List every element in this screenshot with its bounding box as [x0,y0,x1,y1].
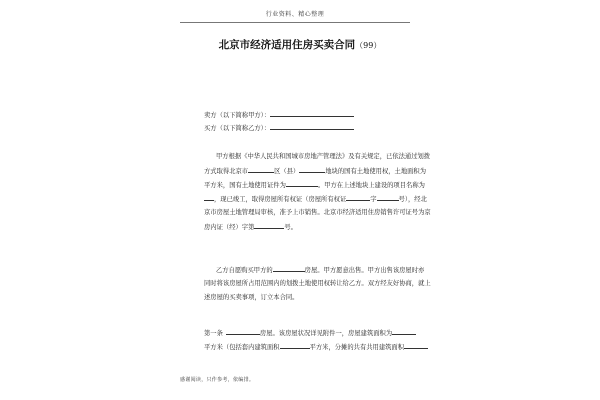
p1-line5 [204,208,431,217]
buyer-label: 买方（以下简称乙方）： [204,125,271,132]
p2-line3 [204,293,298,302]
plot-field[interactable] [299,166,325,173]
article1-line1 [204,328,416,338]
buyer-line [204,123,354,133]
p1-line6 [204,222,297,232]
p1-line4-text-a: ，现已竣工，取得房屋所有权证 [214,196,303,203]
p1-line6-text-b: 号。 [284,224,297,231]
p1-line4-text-b: （房屋所有权证 [302,196,347,203]
p1-line2-text-c: 地块的国有土地使用权，土地面积为 [325,168,427,175]
p2-line3-text: 述房屋的买卖事项，订立本合同。 [204,294,299,301]
ownership-cert-number-field[interactable] [377,194,399,201]
header-rule [180,22,410,23]
footer-note: 感谢阅读，只作参考，依编排。 [180,377,255,383]
p1-line6-text-a: 房内证（经）字第 [204,224,255,231]
p2-line1 [216,265,424,275]
district-field[interactable] [248,166,274,173]
p1-line2-text-b: 区（县） [274,168,300,175]
sales-license-number-field[interactable] [254,222,284,229]
buyer-name-field[interactable] [270,123,354,130]
inner-area-field[interactable] [280,342,310,349]
p1-line4-text-d: 号），经北 [398,196,427,203]
p2-line2 [204,279,431,288]
seller-name-field[interactable] [270,110,354,117]
p1-line2 [204,166,426,176]
land-certificate-field[interactable] [286,180,318,187]
project-name-field[interactable] [204,194,214,201]
title-main: 北京市经济适用住房买卖合同 [218,39,356,51]
p1-line4 [204,194,427,204]
p1-line1 [216,152,430,161]
shared-area-field[interactable] [404,342,428,349]
ownership-cert-prefix-field[interactable] [346,194,370,201]
seller-line [204,110,354,120]
building-area-field[interactable] [392,328,416,335]
p1-line3 [204,180,425,190]
p2-line1-text-b: 房屋。甲方愿意出售。甲方出售该房屋时亦 [304,267,425,274]
p2-line2-text: 同时将该房屋所占用范围内的划拨土地使用权转让给乙方。双方经友好协商，就上 [204,280,431,287]
article1-house-field[interactable] [226,328,260,335]
house-location-field[interactable] [273,265,305,272]
article1-heading: 第一条 [204,330,223,337]
article1-line2-text-b: 平方米，分摊的共有共用建筑面积 [309,344,405,351]
page-title [0,37,600,52]
p2-line1-text-a: 乙方自愿购买甲方的 [216,267,273,274]
article1-line1-text: 房屋。该房屋状况详见附件一，房屋建筑面积为 [259,330,393,337]
title-suffix: （99） [355,41,382,50]
p1-line1-text: 甲方根据《中华人民共和国城市房地产管理法》及有关规定，已依法通过划拨 [216,153,431,160]
header-note: 行业资料、精心整理 [265,11,325,18]
p1-line3-text-b: 。甲方在上述地块上建设的项目名称为 [317,182,425,189]
p1-line3-text-a: 平方米，国有土地使用证件为 [204,182,286,189]
article1-line2-text-a: 平方米（包括套内建筑面积 [204,344,280,351]
seller-label: 卖方（以下简称甲方）： [204,112,271,119]
article1-line2 [204,342,428,352]
p1-line4-text-c: 字 [370,196,377,203]
p1-line5-text: 京市房屋土地管理局审核，准予上市销售。北京市经济适用住房销售许可证号为京 [204,209,431,216]
p1-line2-text-a: 方式取得北京市 [204,168,249,175]
